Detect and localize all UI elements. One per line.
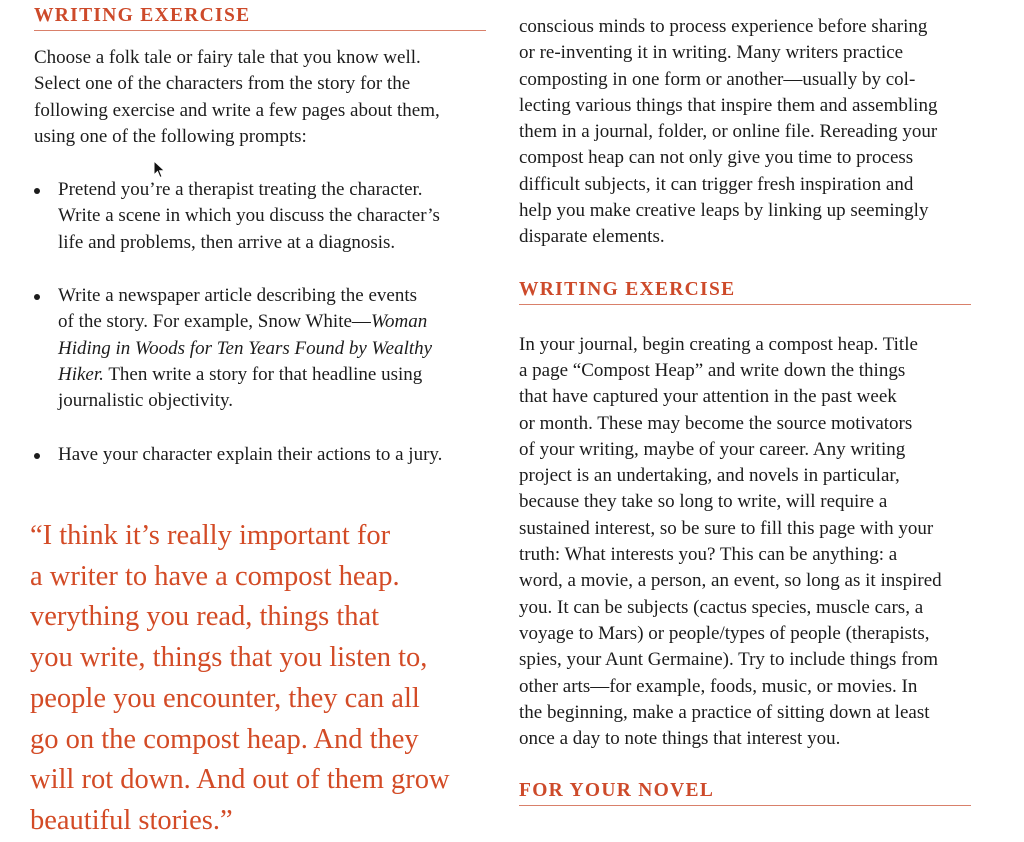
right-column <box>519 0 971 806</box>
section-heading-writing-exercise-2: WRITING EXERCISE <box>519 278 971 305</box>
headline-example: Woman Hiding in Woods for Ten Years Found by Wealthy Hiker. <box>58 311 433 385</box>
list-item <box>34 177 486 256</box>
prompt-newspaper <box>58 283 486 414</box>
prompt-jury: Have your character explain their actions to a jury. <box>58 443 443 465</box>
bullet-icon <box>34 294 40 300</box>
left-column <box>34 0 486 468</box>
exercise-intro: Choose a folk tale or fairy tale that you know well. Select one of the characters from the story for the following exercise and write a few pages about them, using one of the following prompts: <box>34 47 440 147</box>
prompt-newspaper-text: Write a newspaper article describing the events of the story. For example, Snow White— <box>58 285 418 333</box>
section-heading-for-your-novel: FOR YOUR NOVEL <box>519 779 971 806</box>
continued-paragraph: conscious minds to process experience before sharing or re-inventing it in writing. Many writers practice composting in one form or another—usually by col- lecting various things that inspire them and assembling them in a journal, folder, or online file. Rereading your compost heap can not only give you time to process difficult subjects, it can trigger fresh inspiration and help you make creative leaps by linking up seemingly disparate elements. <box>519 16 938 248</box>
bullet-icon <box>34 188 40 194</box>
list-item <box>34 283 486 414</box>
prompt-therapist: Pretend you’re a therapist treating the character. Write a scene in which you discuss the character’s life and problems, then arrive at a diagnosis. <box>58 179 440 253</box>
mouse-cursor-icon <box>153 160 167 180</box>
prompt-newspaper-text-end: Then write a story for that headline using journalistic objectivity. <box>58 363 423 412</box>
compost-heap-exercise: In your journal, begin creating a compost heap. Title a page “Compost Heap” and write down the things that have captured your attention in the past week or month. These may become the source motivators of your writing, maybe of your career. Any writing project is an undertaking, and novels in particular, because they take so long to write, will require a sustained interest, so be sure to fill this page with your truth: What interests you? This can be anything: a word, a movie, a person, an event, so long as it inspired you. It can be subjects (cactus species, muscle cars, a voyage to Mars) or people/types of people (therapists, spies, your Aunt Germaine). Try to include things from other arts—for example, foods, music, or movies. In the beginning, make a practice of sitting down at least once a day to note things that interest you. <box>519 333 942 750</box>
bullet-icon <box>34 453 40 459</box>
pull-quote: “I think it’s really important for a writer to have a compost heap. verything you read, things that you write, things that you listen to, people you encounter, they can all go on the compost heap. And they will rot down. And out of them grow beautiful stories.” <box>30 520 450 836</box>
list-item <box>34 442 486 468</box>
section-heading-writing-exercise: WRITING EXERCISE <box>34 4 486 31</box>
